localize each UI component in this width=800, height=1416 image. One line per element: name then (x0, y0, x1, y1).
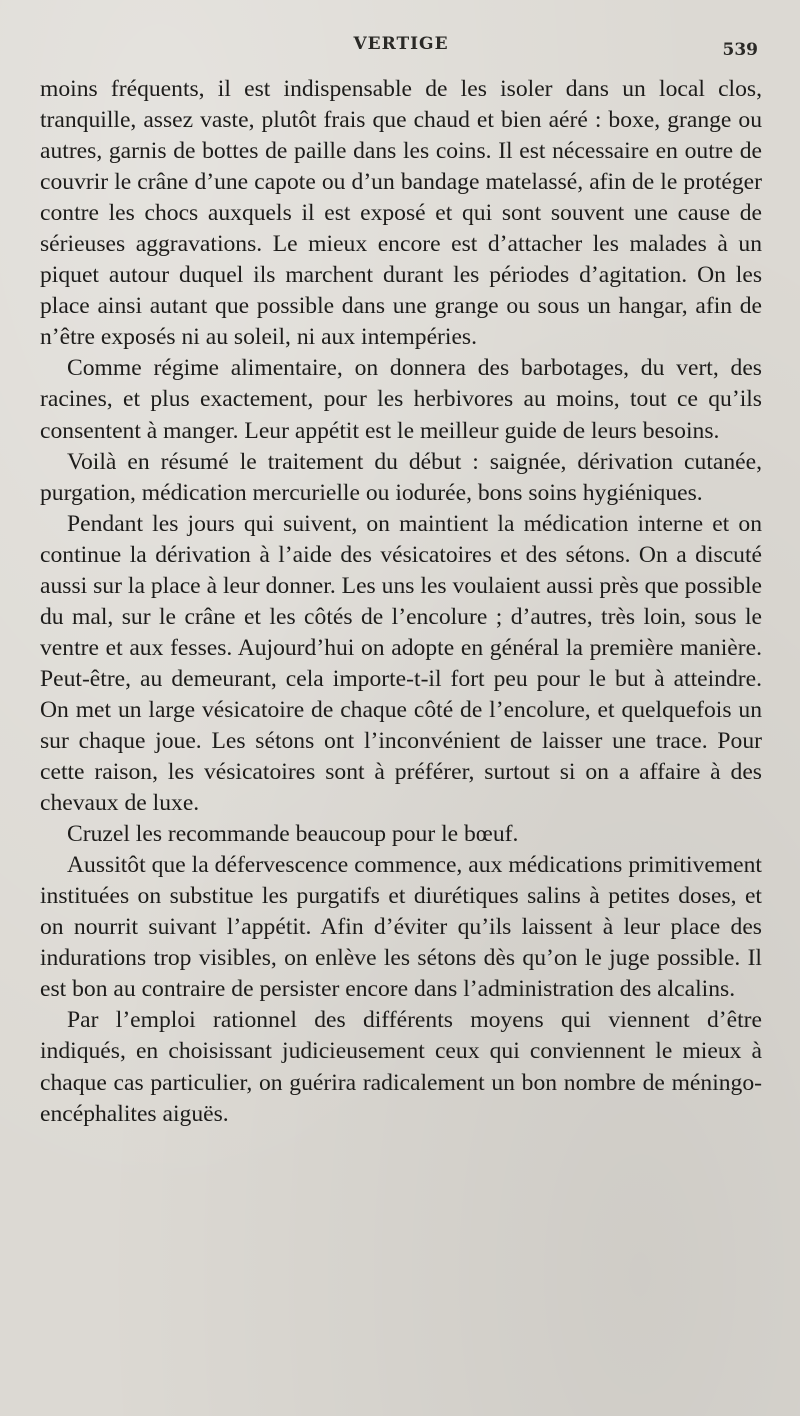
running-head: VERTIGE (353, 34, 449, 54)
body-text (40, 74, 762, 1130)
paragraph-continuation: moins fréquents, il est indispensable de les isoler dans un local clos, tranquille, assez vaste, plutôt frais que chaud et bien aéré : boxe, grange ou autres, garnis de bottes de paille dans les coins. Il est nécessaire en outre de couvrir le crâne d’une capote ou d’un bandage matelassé, afin de le protéger contre les chocs auxquels il est exposé et qui sont souvent une cause de sérieuses aggravations. Le mieux encore est d’attacher les malades à un piquet autour duquel ils marchent durant les périodes d’agitation. On les place ainsi autant que possible dans une grange ou sous un hangar, afin de n’être exposés ni au soleil, ni aux intempéries. (40, 76, 762, 351)
paragraph-cruzel: Cruzel les recommande beaucoup pour le bœuf. (67, 821, 519, 848)
paragraph-following-days: Pendant les jours qui suivent, on maintient la médication interne et on continue la dérivation à l’aide des vésicatoires et des sétons. On a discuté aussi sur la place à leur donner. Les uns les voulaient aussi près que possible du mal, sur le crâne et les côtés de l’encolure ; d’autres, très loin, sous le ventre et aux fesses. Aujourd’hui on adopte en général la première manière. Peut-être, au demeurant, cela importe-t-il fort peu pour le but à atteindre. On met un large vésicatoire de chaque côté de l’encolure, et quelquefois un sur chaque joue. Les sétons ont l’inconvénient de laisser une trace. Pour cette raison, les vésicatoires sont à préférer, surtout si on a affaire à des chevaux de luxe. (40, 510, 762, 817)
paragraph-conclusion: Par l’emploi rationnel des différents moyens qui viennent d’être indiqués, en choisissant judicieusement ceux qui conviennent le mieux à chaque cas particulier, on guérira radicalement un bon nombre de méningo-encéphalites aiguës. (40, 1007, 762, 1127)
page-number: 539 (722, 40, 758, 60)
paragraph-defervescence: Aussitôt que la défervescence commence, aux médications primitivement instituées on substitue les purgatifs et diurétiques salins à petites doses, et on nourrit suivant l’appétit. Afin d’éviter qu’ils laissent à leur place des indurations trop visibles, on enlève les sétons dès qu’on le juge possible. Il est bon au contraire de persister encore dans l’administration des alcalins. (40, 852, 762, 1003)
paragraph-initial-treatment: Voilà en résumé le traitement du début : saignée, dérivation cutanée, purgation, médication mercurielle ou iodurée, bons soins hygiéniques. (40, 448, 762, 506)
paragraph-diet: Comme régime alimentaire, on donnera des barbotages, du vert, des racines, et plus exactement, pour les herbivores au moins, tout ce qu’ils consentent à manger. Leur appétit est le meilleur guide de leurs besoins. (40, 355, 762, 444)
page-header (40, 34, 762, 74)
